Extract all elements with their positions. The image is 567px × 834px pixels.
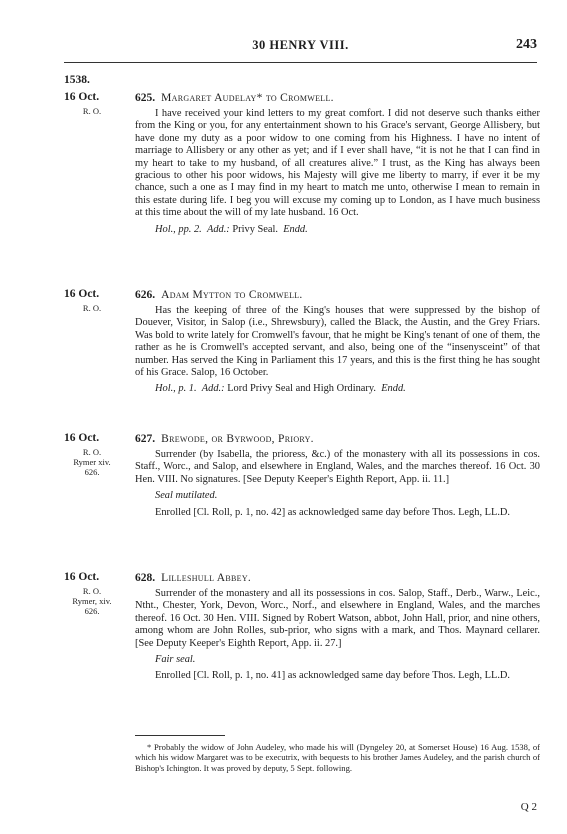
seal-text: Seal mutilated. [155,490,218,502]
entry-body [135,571,540,683]
year-label: 1538. [64,74,90,86]
entry-heading [135,288,540,302]
entry-date: 16 Oct. [64,571,100,583]
footnote: * Probably the widow of John Audeley, who made his will (Dyngeley 20, at Somerset House) 16 Aug. 1538, of which his widow Margaret was to be executrix, with bequests to his brother James Audeley, and the parish church of Bishop's Ichington. It was proved by deputy, 5 Sept. following. [135,742,540,773]
entry-heading [135,571,540,585]
entry-margin [64,432,120,477]
page-header [64,38,537,58]
note-endorsed: Endd. [283,223,308,235]
signature-mark: Q 2 [520,801,537,813]
source-rymer: Rymer xiv. [73,457,111,467]
entry-date: 16 Oct. [64,91,100,103]
entry-number: 626. [135,289,156,301]
entry-body [135,432,540,519]
entry-margin [64,571,120,616]
entry-title: Brewode, or Byrwood, Priory. [161,433,314,445]
enrolled-text: Enrolled [Cl. Roll, p. 1, no. 42] as acknowledged same day before Thos. Legh, LL.D. [155,506,511,518]
entry-margin [64,288,120,313]
entry-number: 627. [135,433,156,445]
entry-body [135,91,540,236]
entry-title: Lilleshull Abbey. [161,572,252,584]
entry-number: 625. [135,92,156,104]
source-archive: R. O. [82,447,102,457]
entry-heading [135,91,540,105]
note-address-label: Add.: [206,223,230,235]
entry-note [155,383,540,395]
note-address: Privy Seal. [232,223,278,235]
note-description: Hol., pp. 2. [155,223,202,235]
source-archive: R. O. [82,586,102,596]
entry-margin [64,91,120,116]
note-description: Hol., p. 1. [155,383,197,395]
footnote-rule [135,735,225,736]
header-rule [64,62,537,63]
note-address: Lord Privy Seal and High Ordinary. [227,383,376,395]
source-rymer: Rymer, xiv. [72,596,112,606]
entry-text: Surrender of the monastery and all its possessions in cos. Salop, Staff., Derb., Warw., Leic., Ntht., Chester, York, Devon, Worc., Norf., and elsewhere in England, Wales, and the marches thereof. 16 Oct. 30 Hen. VIII. Signed by Robert Watson, abbot, John Hall, prior, and nine others, among whom are John Rolles, sub-prior, who signs with a mark, and Thos. Maynard cellarer. [See Deputy Keeper's Eighth Report, App. ii. 27.] [135,588,540,649]
seal-note [155,654,540,666]
page-number: 243 [516,37,537,52]
seal-note [155,490,540,502]
note-endorsed: Endd. [381,383,406,395]
entry-heading [135,432,540,446]
entry-source: R. O. [82,106,102,116]
entry-source: R. O. [82,303,102,313]
note-address-label: Add.: [201,383,225,395]
entry-number: 628. [135,572,156,584]
running-head: 30 HENRY VIII. [252,38,349,52]
entry-text: I have received your kind letters to my great comfort. I did not deserve such thanks either from the King or you, for any entertainment shown to his Grace's servant, George Allisbery, but have done my duty as a poor widow to one coming from his Highness. I have no intent of marriage to Allisbery or any other as yet; and if I ever shall have, “it is not he that I can find in my heart to take to my husband, of all creatures alive.” I trust, as the King has always been gracious to other his poor widows, his Majesty will give me liberty to marry, if ever it be my chance, such a one as I may find in my heart to match me unto, otherwise I mean to remain in this estate during life. I beg you will excuse my coming up to London, as I have much business at this time about the will of my late husband. 16 Oct. [135,108,540,219]
entry-date: 16 Oct. [64,432,100,444]
entry-title: Margaret Audelay* to Cromwell. [161,92,334,104]
source-rymer-page: 626. [84,606,100,616]
entry-source [64,586,120,616]
entry-date: 16 Oct. [64,288,100,300]
entry-text: Has the keeping of three of the King's houses that were suppressed by the bishop of Douever, Visitor, in Salop (i.e., Shrewsbury), called the Black, the Austin, and the Grey Friars. Was bold to write lately for Cromwell's favour, that he might be King's tenant of one of them, the rather as he is Cromwell's accepted servant, and also, being one of the “insenysceint” of that number. Has served the King in Parliament this 17 years, and this is the first thing he has sought of his Grace. Salop, 16 October. [135,305,540,379]
entry-title: Adam Mytton to Cromwell. [161,289,303,301]
enrolled-text: Enrolled [Cl. Roll, p. 1, no. 41] as acknowledged same day before Thos. Legh, LL.D. [155,670,511,682]
entry-text: Surrender (by Isabella, the prioress, &c.) of the monastery with all its possessions in cos. Staff., Worc., and Salop, and elsewhere in England, Wales, and the marches thereof. 16 Oct. 30 Hen. VIII. No signatures. [See Deputy Keeper's Eighth Report, App. ii. 11.] [135,449,540,485]
source-rymer-page: 626. [84,467,100,477]
seal-text: Fair seal. [155,654,196,666]
entry-source [64,447,120,477]
entry-body [135,288,540,396]
entry-note [155,224,540,236]
